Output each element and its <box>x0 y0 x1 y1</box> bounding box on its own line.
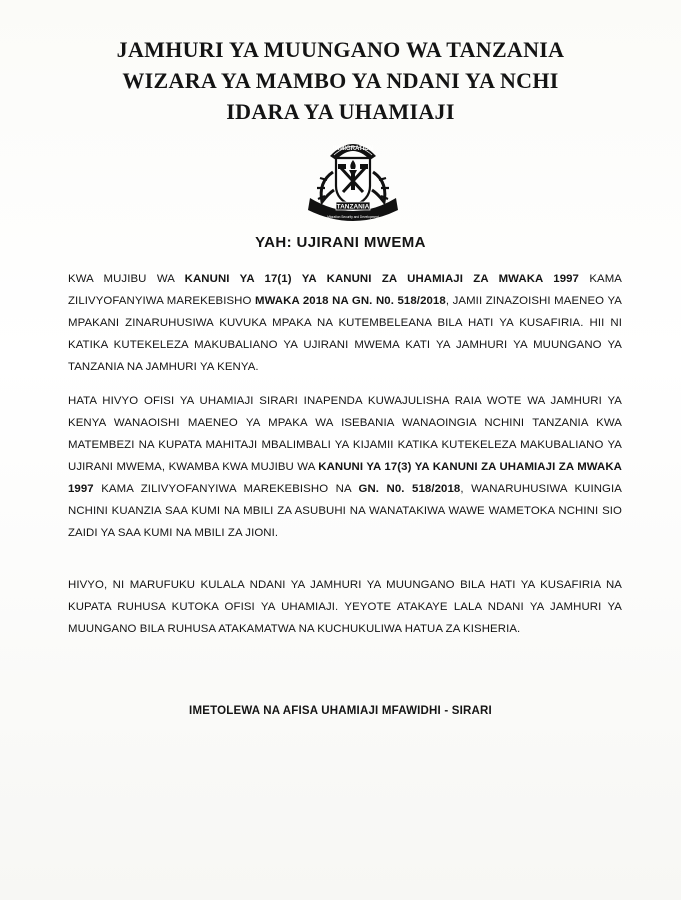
amendment-reference: GN. N0. 518/2018 <box>358 483 461 495</box>
letterhead-country: JAMHURI YA MUUNGANO WA TANZANIA <box>116 37 565 62</box>
paragraph-1-text: KWA MUJIBU WA <box>68 273 185 285</box>
paragraph-2-text: , WANARUHUSIWA KUINGIA NCHINI KUANZIA SAA KUMI NA MBILI ZA ASUBUHI NA WANATAKIWA WAWE WAMETOKA NCHINI SIO ZAIDI YA SAA KUMI NA MBILI ZA JIONI. <box>68 483 622 539</box>
paragraph-1 <box>68 268 622 378</box>
issuer-signoff: IMETOLEWA NA AFISA UHAMIAJI MFAWIDHI - SIRARI <box>189 705 492 717</box>
paragraph-2-text: KAMA ZILIVYOFANYIWA MAREKEBISHO NA <box>93 483 359 495</box>
emblem-bottom-text: TANZANIA <box>336 203 370 211</box>
paragraph-1-text: KAMA ZILIVYOFANYIWA MAREKEBISHO <box>68 273 623 307</box>
letterhead-department: IDARA YA UHAMIAJI <box>226 99 455 124</box>
regulation-reference: KANUNI YA 17(3) YA KANUNI ZA UHAMIAJI ZA MWAKA 1997 <box>68 461 622 495</box>
paragraph-2-text: HATA HIVYO OFISI YA UHAMIAJI SIRARI INAPENDA KUWAJULISHA RAIA WOTE WA JAMHURI YA KENYA WANAOISHI MAENEO YA MPAKA WA ISEBANIA WANAOINGIA NCHINI TANZANIA KWA MATEMBEZI NA KUPATA MAHITAJI MBALIMBALI YA KIJAMII KATIKA KUTEKELEZA MAKUBALIANO YA UJIRANI MWEMA, KWAMBA KWA MUJIBU WA <box>68 395 622 473</box>
emblem-top-text: IMMIGRATION <box>332 146 374 152</box>
amendment-reference: MWAKA 2018 NA GN. N0. 518/2018 <box>254 295 446 307</box>
letterhead <box>0 34 681 127</box>
subject-line: YAH: UJIRANI MWEMA <box>255 234 426 251</box>
regulation-reference: KANUNI YA 17(1) YA KANUNI ZA UHAMIAJI ZA MWAKA 1997 <box>184 273 579 285</box>
immigration-emblem-icon <box>300 128 406 228</box>
letterhead-ministry: WIZARA YA MAMBO YA NDANI YA NCHI <box>122 68 559 93</box>
paragraph-2 <box>68 390 622 544</box>
paragraph-1-text: , JAMII ZINAZOISHI MAENEO YA MPAKANI ZINARUHUSIWA KUVUKA MPAKA NA KUTEMBELEANA BILA HATI YA KUSAFIRIA. HII NI KATIKA KUTEKELEZA MAKUBALIANO YA UJIRANI MWEMA KATI YA JAMHURI YA MUUNGANO YA TANZANIA NA JAMHURI YA KENYA. <box>68 295 622 373</box>
emblem-motto: Migration Security and Development <box>327 215 379 219</box>
paragraph-3: HIVYO, NI MARUFUKU KULALA NDANI YA JAMHURI YA MUUNGANO BILA HATI YA KUSAFIRIA NA KUPATA RUHUSA KUTOKA OFISI YA UHAMIAJI. YEYOTE ATAKAYE LALA NDANI YA JAMHURI YA MUUNGANO BILA RUHUSA ATAKAMATWA NA KUCHUKULIWA HATUA ZA KISHERIA. <box>68 579 622 635</box>
